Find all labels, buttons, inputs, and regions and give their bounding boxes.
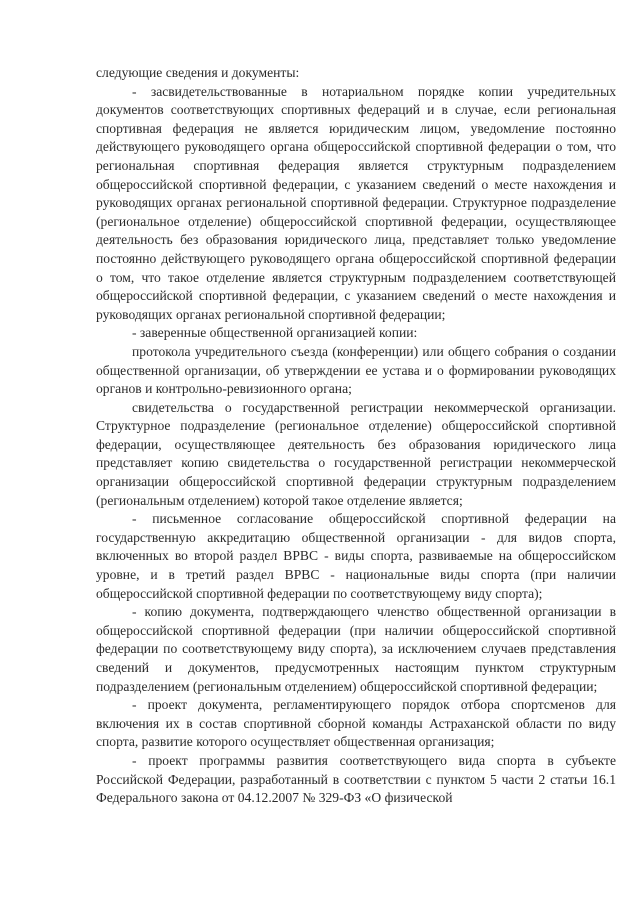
document-page bbox=[96, 64, 616, 808]
paragraph-written-approval: - письменное согласование общероссийской спортивной федерации на государственную аккредитацию общественной организации - для видов спорта, включенных во второй раздел ВРВС - виды спорта, развиваемые на общероссийском уровне, и в третий раздел ВРВС - национальные виды спорта (при наличии общероссийской спортивной федерации по соответствующему виду спорта); bbox=[96, 511, 616, 601]
paragraph-protocol: протокола учредительного съезда (конференции) или общего собрания о создании общественной организации, об утверждении ее устава и о формировании руководящих органов и контрольно-ревизионного органа; bbox=[96, 343, 616, 397]
paragraph-certificate: свидетельства о государственной регистрации некоммерческой организации. Структурное подразделение (региональное отделение) общероссийской спортивной федерации, осуществляющее деятельность без образования юридического лица представляет копию свидетельства о государственной регистрации некоммерческой организации общероссийской спортивной федерации структурным подразделением (региональным отделением) которой такое отделение является; bbox=[96, 399, 616, 508]
paragraph-certified-copies: - заверенные общественной организацией копии: bbox=[132, 325, 418, 341]
paragraph-selection-draft: - проект документа, регламентирующего порядок отбора спортсменов для включения их в состав спортивной сборной команды Астраханской области по виду спорта, развитие которого осуществляет общественная организация; bbox=[96, 697, 616, 750]
paragraph-notarized-copies: - засвидетельствованные в нотариальном порядке копии учредительных документов соответствующих спортивных федераций и в случае, если региональная спортивная федерация не является юридическим лицом, уведомление постоянно действующего руководящего органа общероссийской спортивной федерации о том, что региональная спортивная федерация является структурным подразделением общероссийской спортивной федерации, с указанием сведений о месте нахождения и руководящих органах региональной спортивной федерации. Структурное подразделение (региональное отделение) общероссийской спортивной федерации, осуществляющее деятельность без образования юридического лица, представляет только уведомление постоянно действующего руководящего органа общероссийской спортивной федерации о том, что такое отделение является структурным подразделением соответствующей общероссийской спортивной федерации, с указанием сведений о месте нахождения и руководящих органах региональной спортивной федерации; bbox=[96, 83, 616, 322]
paragraph-membership-copy: - копию документа, подтверждающего членство общественной организации в общероссийской спортивной федерации (при наличии общероссийской спортивной федерации по соответствующему виду спорта), за исключением случаев представления сведений и документов, предусмотренных настоящим пунктом структурным подразделением (региональным отделением) общероссийской спортивной федерации; bbox=[96, 604, 616, 694]
paragraph-program-draft: - проект программы развития соответствующего вида спорта в субъекте Российской Федерации, разработанный в соответствии с пунктом 5 части 2 статьи 16.1 Федерального закона от 04.12.2007 № 329-ФЗ «О физической bbox=[96, 752, 616, 806]
paragraph-intro: следующие сведения и документы: bbox=[96, 65, 300, 80]
